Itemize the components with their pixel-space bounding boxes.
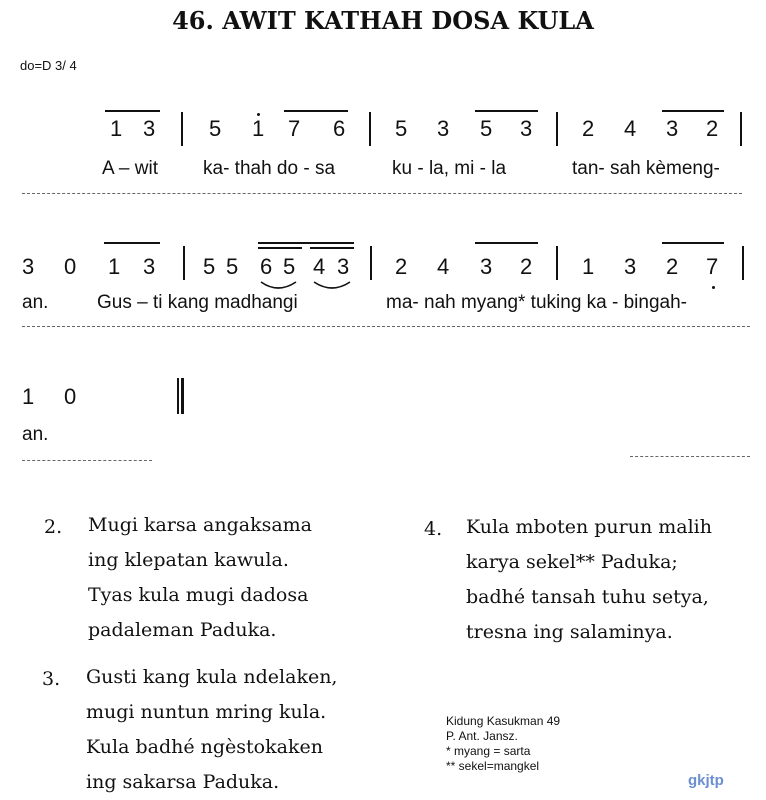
- note: 5: [209, 116, 222, 141]
- barline: [556, 246, 558, 280]
- note: 1: [252, 116, 265, 141]
- lyric: an.: [22, 424, 49, 445]
- note: 5: [283, 254, 296, 279]
- note: 1: [108, 254, 121, 279]
- note: 5: [226, 254, 239, 279]
- barline: [181, 112, 183, 146]
- note: 1: [110, 116, 123, 141]
- footnote: ** sekel=mangkel: [446, 759, 540, 773]
- divider: [22, 326, 750, 327]
- verse-line: Gusti kang kula ndelaken,: [86, 666, 338, 688]
- verse-line: mugi nuntun mring kula.: [86, 701, 327, 723]
- verse-line: Kula mboten purun malih: [466, 516, 712, 538]
- beam: [475, 242, 538, 244]
- beam: [310, 247, 354, 249]
- note: 6: [260, 254, 273, 279]
- footnote: * myang = sarta: [446, 744, 531, 758]
- note: 1: [582, 254, 595, 279]
- note: 3: [624, 254, 637, 279]
- verse-text: [88, 508, 312, 648]
- note: 7: [288, 116, 301, 141]
- barline: [740, 112, 742, 146]
- verse-text: [466, 510, 712, 650]
- beam: [104, 242, 160, 244]
- barline: [742, 246, 744, 280]
- note: 2: [520, 254, 533, 279]
- credit-author: P. Ant. Jansz.: [446, 729, 518, 743]
- beam: [662, 110, 724, 112]
- beam: [662, 242, 724, 244]
- song-title: 46. AWIT KATHAH DOSA KULA: [172, 6, 594, 35]
- barline: [556, 112, 558, 146]
- note: 3: [666, 116, 679, 141]
- beam: [284, 110, 348, 112]
- credit-source: Kidung Kasukman 49: [446, 714, 561, 728]
- key-signature: do=D 3/ 4: [20, 58, 77, 73]
- note: 6: [333, 116, 346, 141]
- note: 3: [480, 254, 493, 279]
- note: 1: [22, 384, 35, 409]
- lyric: A – wit: [102, 158, 158, 179]
- beam: [105, 110, 160, 112]
- credits: [446, 714, 560, 774]
- note: 2: [582, 116, 595, 141]
- note: 4: [624, 116, 637, 141]
- verse-line: ing sakarsa Paduka.: [86, 771, 280, 793]
- note: 5: [203, 254, 216, 279]
- note: 3: [520, 116, 533, 141]
- barline: [369, 112, 371, 146]
- note: 3: [143, 116, 156, 141]
- note: 4: [313, 254, 326, 279]
- note: 5: [395, 116, 408, 141]
- verse-line: Mugi karsa angaksama: [88, 514, 313, 536]
- lyric: ku - la, mi - la: [392, 158, 507, 179]
- verse-line: padaleman Paduka.: [88, 619, 277, 641]
- note: 3: [337, 254, 350, 279]
- high-octave-dot: [257, 113, 260, 116]
- lyric: an.: [22, 292, 49, 313]
- note: 2: [706, 116, 719, 141]
- divider: [630, 456, 750, 457]
- note: 7: [706, 254, 719, 279]
- verse-line: karya sekel** Paduka;: [466, 551, 678, 573]
- verse-line: badhé tansah tuhu setya,: [466, 586, 709, 608]
- verse-text: [86, 660, 337, 800]
- verse-number: 4.: [424, 518, 443, 540]
- slur: [314, 282, 350, 288]
- note: 2: [666, 254, 679, 279]
- lyric: ka- thah do - sa: [203, 158, 336, 179]
- verse-line: Tyas kula mugi dadosa: [88, 584, 309, 606]
- lyric: tan- sah kèmeng-: [572, 158, 720, 179]
- verse-number: 2.: [44, 516, 63, 538]
- verse-line: tresna ing salaminya.: [466, 621, 673, 643]
- note: 0: [64, 254, 77, 279]
- verse-number: 3.: [42, 668, 61, 690]
- note: 3: [143, 254, 156, 279]
- barline: [370, 246, 372, 280]
- final-double-barline: [177, 378, 184, 414]
- note: 5: [480, 116, 493, 141]
- note: 3: [437, 116, 450, 141]
- watermark: gkjtp: [688, 772, 724, 789]
- divider: [22, 193, 742, 194]
- divider: [22, 460, 152, 461]
- lyric: Gus – ti kang madhangi: [97, 292, 298, 313]
- note: 0: [64, 384, 77, 409]
- beam: [475, 110, 538, 112]
- beam: [258, 247, 302, 249]
- barline: [183, 246, 185, 280]
- low-octave-dot: [712, 286, 715, 289]
- verse-line: ing klepatan kawula.: [88, 549, 289, 571]
- note: 4: [437, 254, 450, 279]
- slur: [261, 282, 296, 288]
- lyric: ma- nah myang* tuking ka - bingah-: [386, 292, 687, 313]
- note: 3: [22, 254, 35, 279]
- verse-line: Kula badhé ngèstokaken: [86, 736, 323, 758]
- beam: [258, 242, 354, 244]
- note: 2: [395, 254, 408, 279]
